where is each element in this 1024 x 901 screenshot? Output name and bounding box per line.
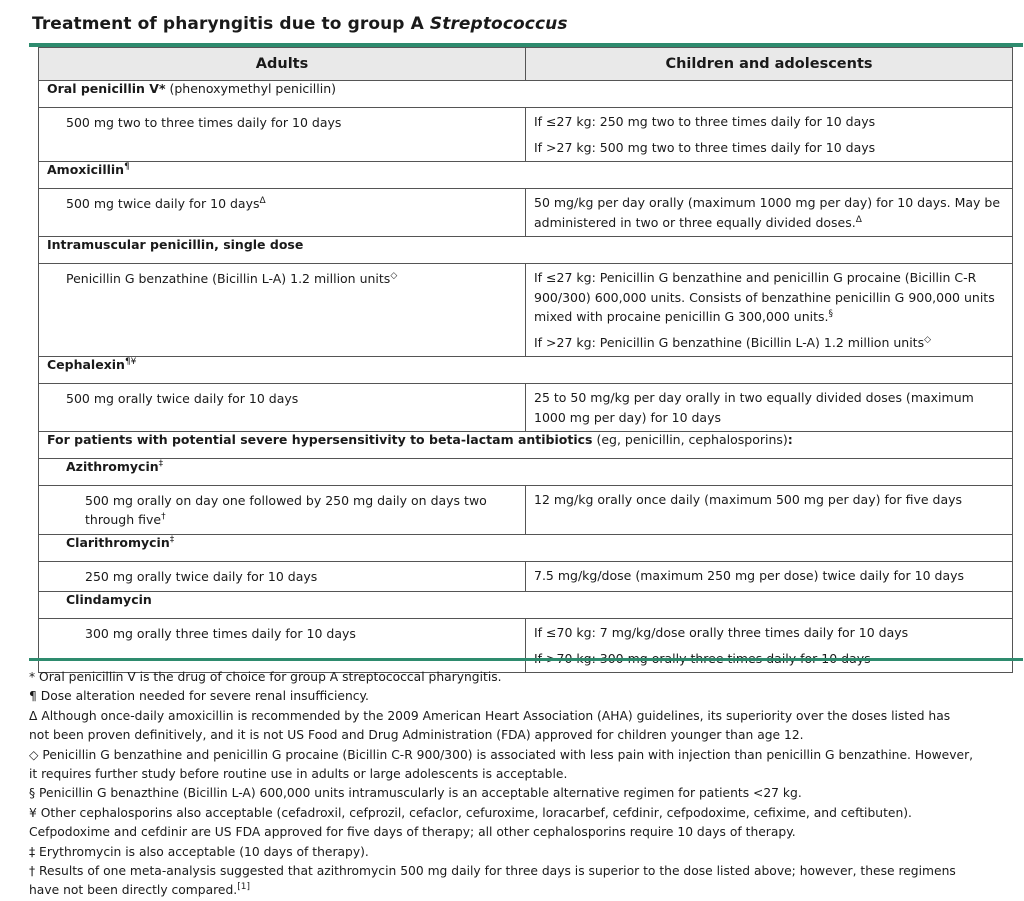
section-penicillin-v	[39, 81, 1013, 108]
adult-dose: 500 mg two to three times daily for 10 days	[39, 108, 526, 162]
header-adults: Adults	[39, 48, 526, 81]
subsection-clarithromycin	[39, 535, 1013, 562]
row-im-penicillin	[39, 264, 1013, 357]
footnote: * Oral penicillin V is the drug of choice for group A streptococcal pharyngitis.	[29, 670, 502, 684]
adult-dose: 500 mg orally twice daily for 10 days	[39, 384, 526, 432]
row-clindamycin	[39, 619, 1013, 673]
row-clarithromycin	[39, 562, 1013, 592]
child-dose: 25 to 50 mg/kg per day orally in two equally divided doses (maximum 1000 mg per day) for 10 days	[526, 384, 1013, 432]
header-children: Children and adolescents	[526, 48, 1013, 81]
section-heading: Intramuscular penicillin, single dose	[39, 237, 1013, 264]
footnote: † Results of one meta-analysis suggested that azithromycin 500 mg daily for three days is superior to the dose listed above; however, these regimens	[29, 864, 956, 879]
section-amoxicillin	[39, 162, 1013, 189]
footnote: ¥ Other cephalosporins also acceptable (cefadroxil, cefprozil, cefaclor, cefuroxime, loracarbef, cefdinir, cefpodoxime, cefixime, and ceftibuten).	[29, 805, 912, 820]
adult-dose: 500 mg orally on day one followed by 250 mg daily on days two through five†	[39, 486, 526, 535]
section-heading: Oral penicillin V* (phenoxymethyl penicillin)	[39, 81, 1013, 108]
child-dose: If ≤27 kg: 250 mg two to three times daily for 10 days If >27 kg: 500 mg two to three times daily for 10 days	[526, 108, 1013, 162]
footnote: Cefpodoxime and cefdinir are US FDA approved for five days of therapy; all other cephalosporins require 10 days of therapy.	[29, 825, 796, 840]
treatment-table	[38, 47, 1013, 673]
page-title: Treatment of pharyngitis due to group A Streptococcus	[32, 14, 568, 34]
subsection-azithromycin	[39, 459, 1013, 486]
adult-dose: Penicillin G benzathine (Bicillin L-A) 1.2 million units◇	[39, 264, 526, 357]
footnote: ◇ Penicillin G benzathine and penicillin G procaine (Bicillin C-R 900/300) is associated with less pain with injection than penicillin G benzathine. However,	[29, 747, 974, 762]
section-cephalexin	[39, 357, 1013, 384]
row-azithromycin	[39, 486, 1013, 535]
row-penicillin-v	[39, 108, 1013, 162]
section-heading: For patients with potential severe hypersensitivity to beta-lactam antibiotics (eg, penicillin, cephalosporins):	[39, 432, 1013, 459]
footnote: it requires further study before routine use in adults or large adolescents is acceptable.	[29, 767, 568, 782]
reference-link[interactable]: [1]	[237, 882, 250, 893]
subsection-heading: Azithromycin‡	[39, 459, 1013, 486]
header-row	[39, 48, 1013, 81]
child-dose: 50 mg/kg per day orally (maximum 1000 mg per day) for 10 days. May be administered in two or three equally divided doses.$^\Delta$	[526, 189, 1013, 237]
bottom-rule	[29, 658, 1023, 661]
title-italic: Streptococcus	[429, 14, 568, 34]
footnote: not been proven definitively, and it is not US Food and Drug Administration (FDA) approved for children younger than age 12.	[29, 728, 804, 743]
row-cephalexin	[39, 384, 1013, 432]
subsection-heading: Clarithromycin‡	[39, 535, 1013, 562]
subsection-heading: Clindamycin	[39, 592, 1013, 619]
section-im-penicillin	[39, 237, 1013, 264]
section-heading: Cephalexin¶¥	[39, 357, 1013, 384]
footnote: have not been directly compared.[1]	[29, 882, 250, 898]
child-dose: If ≤70 kg: 7 mg/kg/dose orally three times daily for 10 days	[526, 619, 1013, 673]
section-hypersensitivity	[39, 432, 1013, 459]
footnote: § Penicillin G benazthine (Bicillin L-A) 600,000 units intramuscularly is an acceptable alternative regimen for patients <27 kg.	[29, 786, 802, 801]
child-dose: 12 mg/kg orally once daily (maximum 500 mg per day) for five days	[526, 486, 1013, 535]
row-amoxicillin	[39, 189, 1013, 237]
footnote: Δ Although once-daily amoxicillin is recommended by the 2009 American Heart Association (AHA) guidelines, its superiority over the doses listed has	[29, 708, 951, 723]
subsection-clindamycin	[39, 592, 1013, 619]
adult-dose: 300 mg orally three times daily for 10 days	[39, 619, 526, 673]
footnote: ‡ Erythromycin is also acceptable (10 days of therapy).	[29, 844, 369, 859]
section-heading: Amoxicillin¶	[39, 162, 1013, 189]
footnotes	[29, 668, 1023, 901]
footnote: ¶ Dose alteration needed for severe renal insufficiency.	[29, 689, 369, 704]
adult-dose: 250 mg orally twice daily for 10 days	[39, 562, 526, 592]
child-dose: 7.5 mg/kg/dose (maximum 250 mg per dose) twice daily for 10 days	[526, 562, 1013, 592]
adult-dose: 500 mg twice daily for 10 days$^\Delta$	[39, 189, 526, 237]
child-dose: If ≤27 kg: Penicillin G benzathine and penicillin G procaine (Bicillin C-R 900/300) 600,000 units. Consists of benzathine penicillin G 900,000 units mixed with procaine penicillin G 300,000 units.§ If >27 kg: Penicillin G benzathine (Bicillin L-A) 1.2 million units◇	[526, 264, 1013, 357]
